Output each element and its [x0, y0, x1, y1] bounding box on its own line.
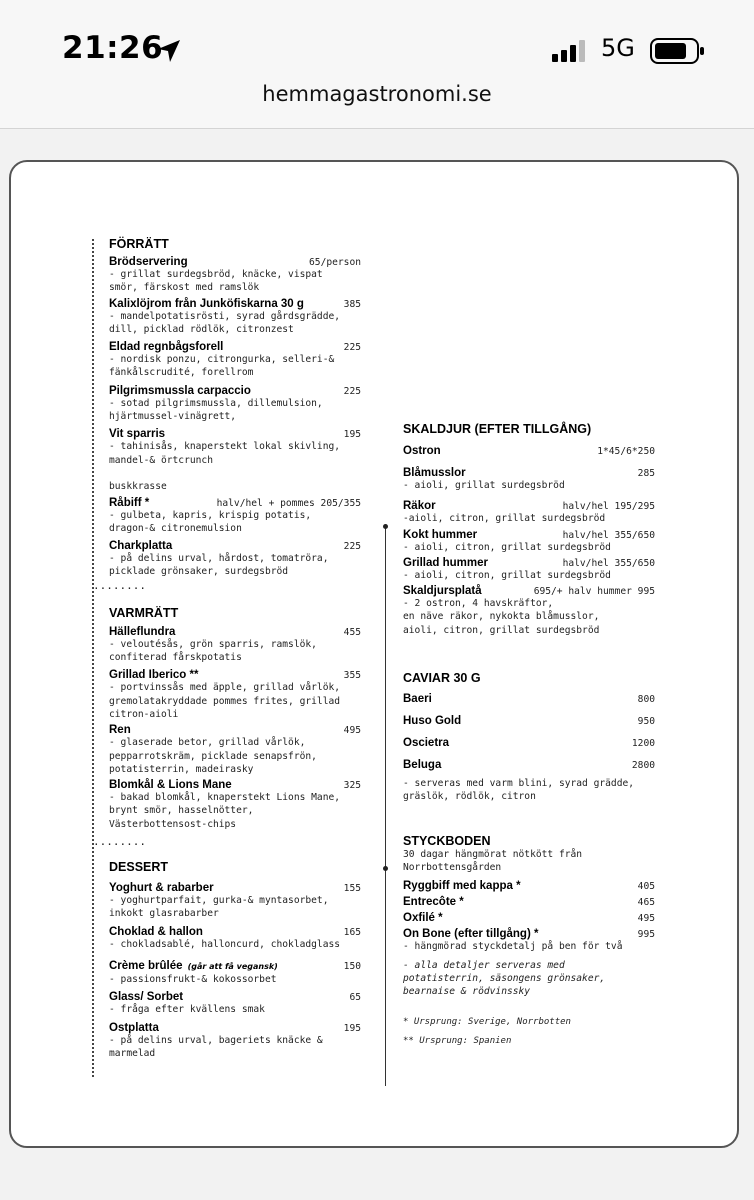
item-name: Brödservering	[109, 256, 188, 268]
item-price: 195	[343, 1022, 361, 1034]
status-bar	[0, 0, 754, 129]
item-price: 155	[343, 883, 361, 895]
menu-item	[403, 529, 655, 554]
menu-item	[403, 759, 655, 771]
battery-icon	[650, 38, 706, 64]
menu-item	[109, 1022, 361, 1061]
section-divider: ........	[93, 578, 146, 592]
menu-item	[109, 341, 361, 380]
left-column	[93, 237, 361, 1060]
item-name: Blomkål & Lions Mane	[109, 779, 232, 792]
item-description: - chokladsablé, halloncurd, chokladglass	[109, 938, 341, 950]
menu-image-frame	[9, 160, 739, 1148]
menu-item	[109, 926, 361, 951]
item-description: - bakad blomkål, knaperstekt Lions Mane, brynt smör, hasselnötter, Västerbottensost-chips	[109, 792, 341, 830]
item-name: Oscietra	[403, 737, 450, 750]
right-column	[403, 422, 655, 1048]
item-price: halv/hel 195/295	[562, 501, 655, 513]
item-description: - aioli, citron, grillat surdegsbröd	[403, 541, 611, 553]
section-title-varmratt: VARMRÄTT	[109, 605, 179, 620]
item-price: 65/person	[309, 257, 361, 268]
item-name: Ostron	[403, 445, 441, 457]
divider-bullet	[383, 866, 388, 871]
item-price: 285	[637, 468, 655, 479]
menu-item	[109, 779, 361, 831]
item-name: Räkor	[403, 500, 436, 513]
address-bar-url[interactable]: hemmagastronomi.se	[262, 82, 492, 106]
item-price: 455	[343, 626, 361, 638]
item-name: Charkplatta	[109, 540, 173, 553]
item-description: -aioli, citron, grillat surdegsbröd	[403, 513, 606, 525]
item-price: 950	[637, 716, 655, 728]
item-description: - aioli, citron, grillat surdegsbröd	[403, 569, 611, 581]
item-description: - 2 ostron, 4 havskräftor, en näve räkor, nykokta blåmusslor, aioli, citron, grillat surdegsbröd	[403, 598, 600, 636]
item-price: 355	[343, 670, 361, 682]
footnote: * Ursprung: Sverige, Norrbotten	[403, 1017, 571, 1028]
item-name: Huso Gold	[403, 715, 462, 728]
item-name: Blåmusslor	[403, 467, 466, 479]
menu-item	[109, 256, 361, 295]
item-description: - tahinisås, knaperstekt lokal skivling, mandel-& örtcrunch buskkrasse	[109, 441, 341, 493]
footnote: ** Ursprung: Spanien	[403, 1035, 512, 1046]
menu-item	[403, 912, 655, 924]
item-price: 1200	[631, 738, 655, 750]
menu-item	[109, 385, 361, 424]
item-description: - portvinssås med äpple, grillad vårlök, gremolatakryddade pommes frites, grillad citron-aioli	[109, 682, 341, 720]
menu-item	[109, 428, 361, 493]
item-price: 225	[343, 541, 361, 553]
item-name: Glass/ Sorbet	[109, 991, 184, 1004]
menu-item	[109, 626, 361, 665]
item-price: 800	[637, 694, 655, 706]
section-title-dessert: DESSERT	[109, 860, 169, 875]
item-description: - mandelpotatisrösti, syrad gårdsgrädde, dill, picklad rödlök, citronzest	[109, 310, 341, 335]
menu-item	[109, 298, 361, 337]
cellular-signal-icon	[552, 40, 592, 62]
section-title-forratt: FÖRRÄTT	[109, 237, 169, 251]
item-name: Eldad regnbågsforell	[109, 341, 224, 354]
item-name: Hälleflundra	[109, 625, 176, 638]
item-price: 225	[343, 342, 361, 354]
section-divider: ........	[93, 835, 146, 849]
menu-item	[109, 954, 361, 986]
item-description: - veloutésås, grön sparris, ramslök, confiterad fårskpotatis	[109, 638, 317, 664]
item-price: halv/hel + pommes 205/355	[216, 497, 361, 509]
menu-item	[403, 467, 655, 492]
on-bone-description: - hängmörad styckdetalj på ben för två	[403, 941, 623, 953]
item-name: Entrecôte *	[403, 896, 464, 909]
menu-item	[109, 991, 361, 1016]
item-name: On Bone (efter tillgång) *	[403, 928, 539, 941]
item-name: Kalixlöjrom från Junköfiskarna 30 g	[109, 297, 304, 310]
menu-item	[403, 500, 655, 525]
menu-item	[109, 882, 361, 921]
item-price: 165	[343, 926, 361, 938]
menu-item	[403, 715, 655, 727]
item-description: - passionsfrukt-& kokossorbet	[109, 973, 277, 985]
menu-item	[403, 445, 655, 457]
item-name: Råbiff *	[109, 496, 150, 509]
section-title-skaldjur: SKALDJUR (EFTER TILLGÅNG)	[403, 422, 592, 436]
menu-item	[403, 557, 655, 582]
item-name: Ren	[109, 724, 131, 737]
left-dotted-rule	[92, 239, 94, 1077]
item-price: 495	[343, 725, 361, 737]
menu-item	[109, 669, 361, 721]
item-name: Oxfilé *	[403, 912, 443, 925]
menu-item	[403, 585, 655, 637]
divider-bullet	[383, 524, 388, 529]
menu-item	[403, 896, 655, 908]
item-name: Beluga	[403, 759, 442, 772]
item-price: 695/+ halv hummer 995	[533, 586, 655, 598]
item-name: Yoghurt & rabarber	[109, 882, 214, 895]
item-price: 65	[349, 992, 361, 1004]
section-title-styckboden: STYCKBODEN	[403, 833, 491, 848]
item-price: halv/hel 355/650	[562, 529, 655, 541]
item-description: - gulbeta, kapris, krispig potatis, dragon-& citronemulsion	[109, 509, 312, 534]
item-price: 385	[343, 298, 361, 310]
caviar-description: - serveras med varm blini, syrad grädde, gräslök, rödlök, citron	[403, 778, 635, 803]
menu-item	[403, 737, 655, 749]
styckboden-intro: 30 dagar hängmörat nötkött från Norrbottensgården	[403, 848, 583, 873]
item-price: 495	[637, 913, 655, 925]
menu-item	[403, 880, 655, 892]
item-description: - på delins urval, hårdost, tomatröra, picklade grönsaker, surdegsbröd	[109, 553, 329, 578]
item-description: - nordisk ponzu, citrongurka, selleri-& fänkålscrudité, forellrom	[109, 354, 335, 379]
item-description: - aioli, grillat surdegsbröd	[403, 480, 565, 491]
item-name: Ostplatta	[109, 1021, 159, 1034]
styckboden-note: - alla detaljer serveras med potatisterrin, säsongens grönsaker, bearnaise & rödvinssky	[403, 959, 606, 998]
item-name: Choklad & hallon	[109, 925, 203, 938]
item-description: - grillat surdegsbröd, knäcke, vispat smör, färskost med ramslök	[109, 269, 323, 294]
item-price: 405	[637, 881, 655, 893]
item-name: Grillad hummer	[403, 556, 488, 569]
section-title-caviar: CAVIAR 30 G	[403, 671, 481, 686]
clock: 21:26	[62, 30, 164, 66]
item-description: - yoghurtparfait, gurka-& myntasorbet, inkokt glasrabarber	[109, 895, 329, 920]
item-price: 325	[343, 780, 361, 792]
right-divider-line	[385, 526, 386, 1086]
item-name: Pilgrimsmussla carpaccio	[109, 384, 251, 397]
item-name: Ryggbiff med kappa *	[403, 880, 521, 893]
item-name: Skaldjursplatå	[403, 585, 482, 598]
item-price: 1*45/6*250	[597, 446, 655, 457]
item-name: Grillad Iberico **	[109, 669, 199, 682]
item-price: 995	[637, 929, 655, 941]
item-name: Kokt hummer	[403, 528, 478, 541]
menu-item	[109, 540, 361, 579]
item-note: (går att få vegansk)	[187, 961, 278, 971]
item-name: Vit sparris	[109, 428, 166, 441]
menu-item	[109, 497, 361, 536]
item-description: - fråga efter kvällens smak	[109, 1004, 265, 1016]
menu-item	[109, 724, 361, 776]
item-name: Baeri	[403, 693, 432, 706]
item-price: 465	[637, 897, 655, 909]
item-description: - glaserade betor, grillad vårlök, pepparrotskräm, picklade senapsfrön, potatisterrin, madeirasky	[109, 737, 317, 775]
menu-item	[403, 928, 655, 940]
network-type: 5G	[601, 34, 635, 62]
menu-page	[55, 204, 698, 1109]
menu-item	[403, 693, 655, 705]
location-arrow-icon	[156, 38, 182, 64]
item-price: 150	[343, 960, 361, 972]
item-price: 225	[343, 385, 361, 397]
item-name: Crème brûlée	[109, 959, 183, 972]
item-description: - sotad pilgrimsmussla, dillemulsion, hjärtmussel-vinägrett,	[109, 397, 323, 423]
item-price: halv/hel 355/650	[562, 557, 655, 569]
item-description: - på delins urval, bageriets knäcke & marmelad	[109, 1034, 323, 1059]
item-price: 195	[343, 429, 361, 441]
item-price: 2800	[631, 760, 655, 772]
